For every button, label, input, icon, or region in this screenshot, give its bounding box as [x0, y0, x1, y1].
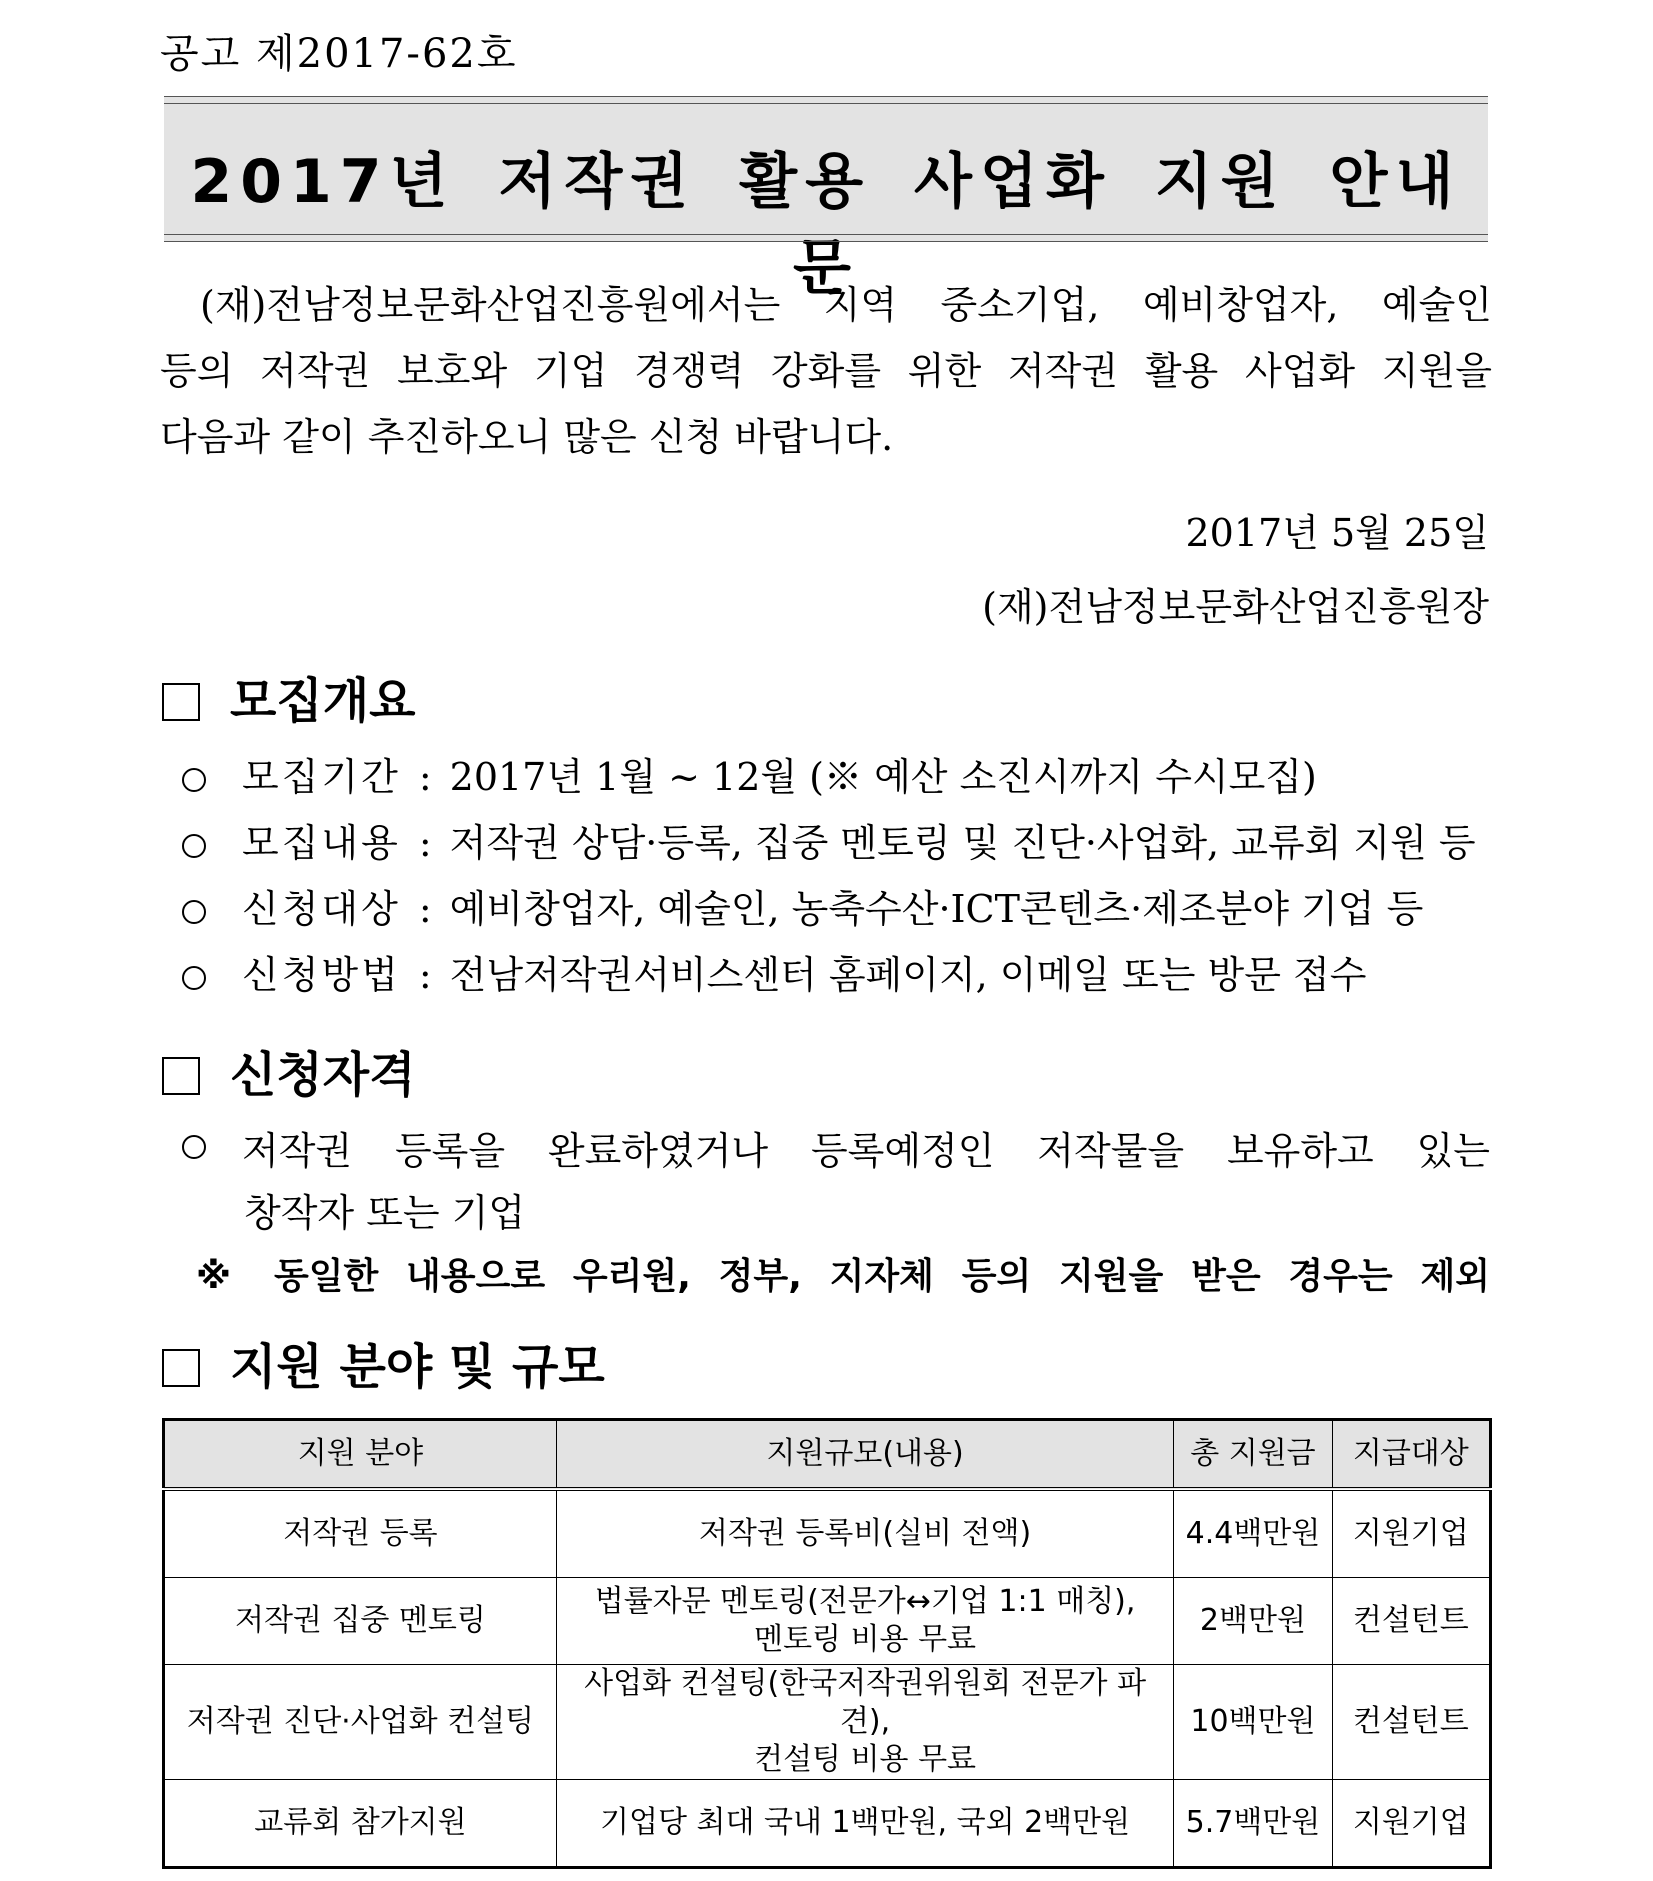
- content-line: 저작권 등록비(실비 전액): [698, 1516, 1032, 1551]
- table-header: 지급대상: [1332, 1420, 1490, 1490]
- circle-bullet-icon: [182, 966, 206, 990]
- table-header: 지원규모(내용): [556, 1420, 1173, 1490]
- circle-bullet-icon: [182, 834, 206, 858]
- title-banner: [164, 96, 1488, 303]
- table-row: [164, 1489, 1491, 1578]
- intro-line: 등의 저작권 보호와 기업 경쟁력 강화를 위한 저작권 활용 사업화 지원을: [160, 349, 1492, 393]
- overview-item-key: 신청방법: [242, 953, 401, 997]
- checkbox-square-icon: [162, 1057, 200, 1095]
- section-title: 지원 분야 및 규모: [230, 1339, 605, 1395]
- checkbox-square-icon: [162, 1349, 200, 1387]
- target-cell: 컨설턴트: [1332, 1578, 1490, 1665]
- amount-cell: 10백만원: [1174, 1665, 1332, 1780]
- circle-bullet-icon: [182, 900, 206, 924]
- overview-item: 모집기간 : 2017년 1월 ~ 12월 (※ 예산 소진시까지 수시모집): [182, 746, 1317, 801]
- overview-item-key: 신청대상: [242, 887, 401, 931]
- checkbox-square-icon: [162, 683, 200, 721]
- amount-cell: 5.7백만원: [1174, 1780, 1332, 1868]
- circle-bullet-icon: [182, 768, 206, 792]
- section-title: 모집개요: [230, 673, 416, 729]
- overview-item-value: 저작권 상담·등록, 집중 멘토링 및 진단·사업화, 교류회 지원 등: [449, 821, 1476, 865]
- target-cell: 지원기업: [1332, 1489, 1490, 1578]
- section-heading-overview: [162, 662, 415, 731]
- field-cell: 교류회 참가지원: [164, 1780, 557, 1868]
- page-title: 2017년 저작권 활용 사업화 지원 안내문: [190, 147, 1462, 303]
- field-cell: 저작권 진단·사업화 컨설팅: [164, 1665, 557, 1780]
- table-header: 지원 분야: [164, 1420, 557, 1490]
- intro-paragraph: [160, 272, 1492, 470]
- content-line: 법률자문 멘토링(전문가↔기업 1:1 매칭),: [594, 1584, 1136, 1619]
- qualification-line: 창작자 또는 기업: [244, 1191, 526, 1235]
- overview-item-value: 전남저작권서비스센터 홈페이지, 이메일 또는 방문 접수: [449, 953, 1367, 997]
- intro-line: (재)전남정보문화산업진흥원에서는 지역 중소기업, 예비창업자, 예술인: [200, 283, 1492, 327]
- amount-cell: 2백만원: [1174, 1578, 1332, 1665]
- content-cell: [556, 1665, 1173, 1780]
- qualification-line: 저작권 등록을 완료하였거나 등록예정인 저작물을 보유하고 있는: [242, 1128, 1490, 1173]
- field-cell: 저작권 등록: [164, 1489, 557, 1578]
- content-cell: [556, 1489, 1173, 1578]
- target-cell: 지원기업: [1332, 1780, 1490, 1868]
- amount-cell: 4.4백만원: [1174, 1489, 1332, 1578]
- content-line: 컨설팅 비용 무료: [754, 1742, 977, 1777]
- intro-line: 다음과 같이 추진하오니 많은 신청 바랍니다.: [160, 415, 894, 459]
- announcement-date: 2017년 5월 25일: [1185, 511, 1489, 555]
- table-row: [164, 1578, 1491, 1665]
- exclusion-note: ※ 동일한 내용으로 우리원, 정부, 지자체 등의 지원을 받은 경우는 제외: [196, 1256, 1490, 1297]
- qualification-item: [182, 1114, 1490, 1246]
- overview-item: 신청대상 : 예비창업자, 예술인, 농축수산·ICT콘텐츠·제조분야 기업 등: [182, 878, 1423, 933]
- issuer-name: (재)전남정보문화산업진흥원장: [982, 585, 1489, 629]
- notice-number: 공고 제2017-62호: [160, 31, 518, 77]
- overview-item: 신청방법 : 전남저작권서비스센터 홈페이지, 이메일 또는 방문 접수: [182, 944, 1366, 999]
- content-cell: [556, 1780, 1173, 1868]
- section-title: 신청자격: [230, 1047, 416, 1103]
- overview-item: 모집내용 : 저작권 상담·등록, 집중 멘토링 및 진단·사업화, 교류회 지원 등: [182, 812, 1476, 867]
- content-cell: [556, 1578, 1173, 1665]
- support-table: [162, 1418, 1492, 1869]
- content-line: 기업당 최대 국내 1백만원, 국외 2백만원: [600, 1805, 1131, 1840]
- table-header-row: [164, 1420, 1491, 1490]
- overview-item-value: 예비창업자, 예술인, 농축수산·ICT콘텐츠·제조분야 기업 등: [449, 887, 1424, 931]
- content-line: 멘토링 비용 무료: [754, 1622, 977, 1657]
- target-cell: 컨설턴트: [1332, 1665, 1490, 1780]
- section-heading-qualification: [162, 1036, 415, 1105]
- section-heading-support: [162, 1328, 605, 1397]
- content-line: 사업화 컨설팅(한국저작권위원회 전문가 파견),: [584, 1666, 1147, 1739]
- field-cell: 저작권 집중 멘토링: [164, 1578, 557, 1665]
- table-row: [164, 1780, 1491, 1868]
- table-row: [164, 1665, 1491, 1780]
- overview-item-value: 2017년 1월 ~ 12월 (※ 예산 소진시까지 수시모집): [449, 755, 1317, 799]
- overview-item-key: 모집기간: [242, 755, 401, 799]
- table-header: 총 지원금: [1174, 1420, 1332, 1490]
- circle-bullet-icon: [182, 1135, 206, 1159]
- overview-item-key: 모집내용: [242, 821, 401, 865]
